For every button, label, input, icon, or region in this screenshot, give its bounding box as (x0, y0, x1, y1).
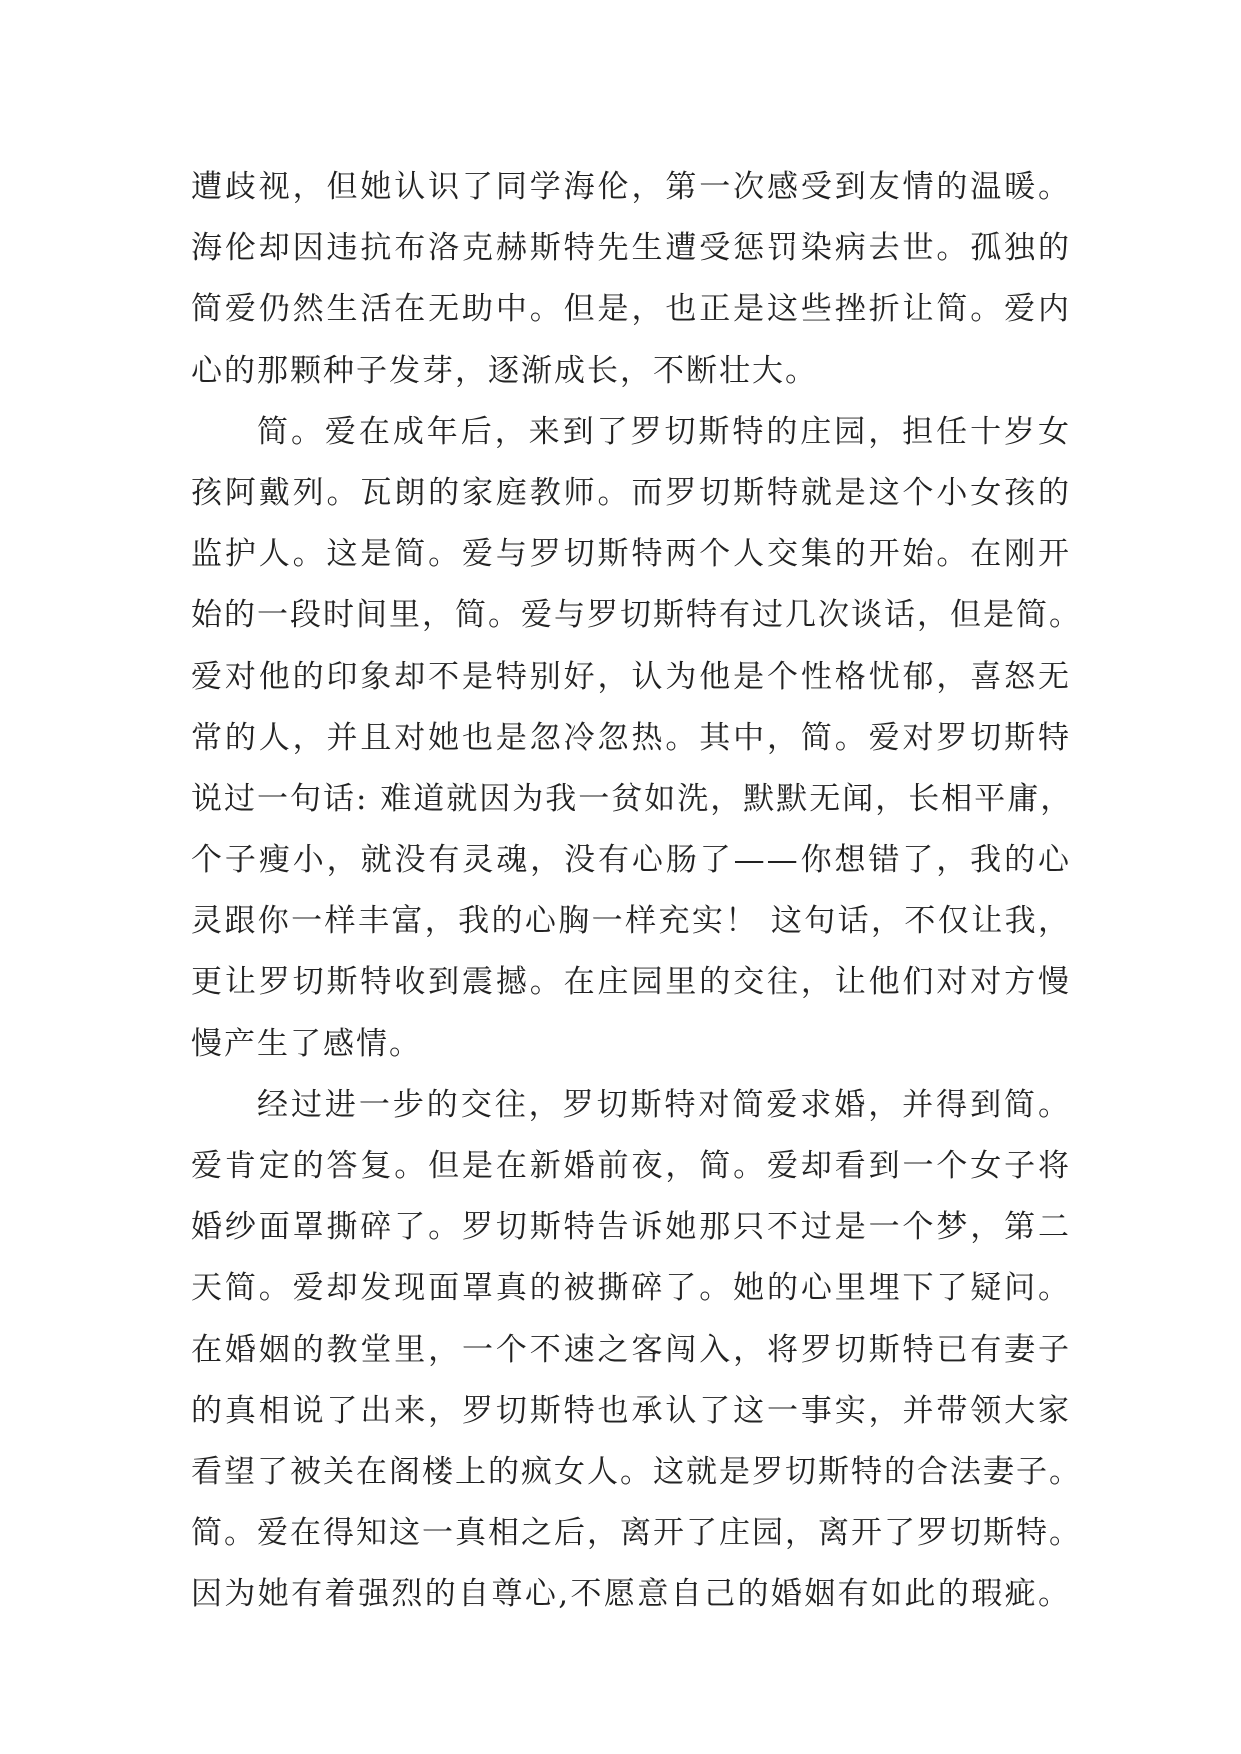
text-line: 在婚姻的教堂里，一个不速之客闯入，将罗切斯特已有妻子 (191, 1331, 1071, 1368)
text-line: 简。爱在成年后，来到了罗切斯特的庄园，担任十岁女 (257, 413, 1071, 450)
text-line: 爱对他的印象却不是特别好，认为他是个性格忧郁，喜怒无 (191, 658, 1071, 695)
text-line: 监护人。这是简。爱与罗切斯特两个人交集的开始。在刚开 (191, 536, 1071, 573)
text-line: 看望了被关在阁楼上的疯女人。这就是罗切斯特的合法妻子。 (191, 1453, 1082, 1490)
text-line: 灵跟你一样丰富，我的心胸一样充实！ 这句话，不仅让我， (191, 903, 1071, 940)
text-line: 经过进一步的交往，罗切斯特对简爱求婚，并得到简。 (257, 1086, 1071, 1123)
text-line: 慢产生了感情。 (191, 1025, 422, 1062)
text-line: 天简。爱却发现面罩真的被撕碎了。她的心里埋下了疑问。 (191, 1270, 1071, 1307)
text-line: 更让罗切斯特收到震撼。在庄园里的交往，让他们对对方慢 (191, 964, 1071, 1001)
text-line: 爱肯定的答复。但是在新婚前夜，简。爱却看到一个女子将 (191, 1148, 1071, 1184)
text-line: 因为她有着强烈的自尊心,不愿意自己的婚姻有如此的瑕疵。 (191, 1576, 1071, 1613)
text-line: 个子瘦小，就没有灵魂，没有心肠了——你想错了，我的心 (191, 842, 1071, 879)
text-line: 心的那颗种子发芽，逐渐成长，不断壮大。 (191, 352, 818, 389)
text-line: 常的人，并且对她也是忽冷忽热。其中，简。爱对罗切斯特 (191, 719, 1071, 756)
text-line: 始的一段时间里，简。爱与罗切斯特有过几次谈话，但是简。 (191, 597, 1082, 634)
body-text (191, 157, 1082, 1626)
text-line: 的真相说了出来，罗切斯特也承认了这一事实，并带领大家 (191, 1392, 1071, 1429)
text-line: 说过一句话: 难道就因为我一贫如洗，默默无闻，长相平庸， (191, 780, 1074, 817)
text-line: 遭歧视，但她认识了同学海伦，第一次感受到友情的温暖。 (191, 169, 1071, 205)
text-line: 孩阿戴列。瓦朗的家庭教师。而罗切斯特就是这个小女孩的 (191, 474, 1071, 511)
text-line: 简。爱在得知这一真相之后，离开了庄园，离开了罗切斯特。 (191, 1515, 1082, 1552)
text-line: 婚纱面罩撕碎了。罗切斯特告诉她那只不过是一个梦，第二 (191, 1209, 1071, 1246)
text-line: 海伦却因违抗布洛克赫斯特先生遭受惩罚染病去世。孤独的 (191, 230, 1071, 267)
text-line: 简爱仍然生活在无助中。但是，也正是这些挫折让简。爱内 (191, 291, 1071, 328)
